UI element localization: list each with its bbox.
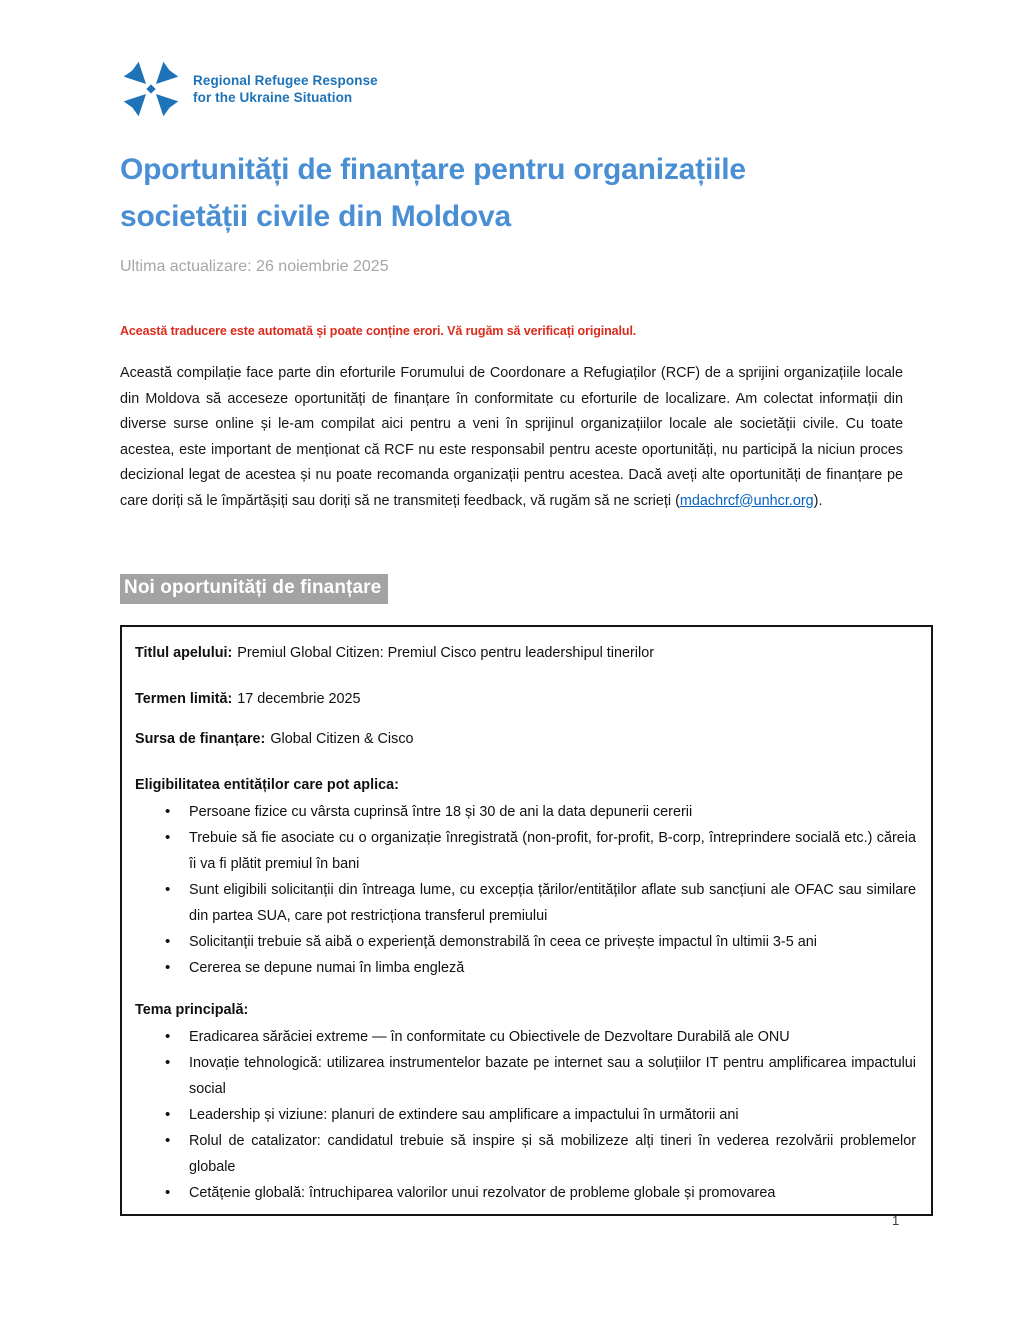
translation-warning: Această traducere este automată și poate conține erori. Vă rugăm să verificați originalul. (120, 324, 637, 338)
refugee-response-logo-icon (120, 58, 182, 120)
call-source-row (135, 726, 916, 752)
call-deadline-label: Termen limită: (135, 691, 233, 708)
eligibility-item: • Sunt eligibili solicitanții din întreaga lume, cu excepția țărilor/entităților aflate sub sancțiuni ale OFAC sau similare din partea SUA, care pot restricționa transferul premiului (162, 877, 916, 929)
theme-heading: Tema principală: (135, 1002, 249, 1019)
theme-item: • Eradicarea sărăciei extreme — în conformitate cu Obiectivele de Dezvoltare Durabilă ale ONU (162, 1024, 916, 1050)
call-title-label: Titlul apelului: (135, 645, 233, 662)
document-content (120, 58, 934, 1216)
section-header-new-opportunities: Noi oportunități de finanțare (120, 574, 388, 604)
call-source-label: Sursa de finanțare: (135, 731, 266, 748)
eligibility-item: • Cererea se depune numai în limba engleză (162, 955, 916, 981)
call-title-value: Premiul Global Citizen: Premiul Cisco pentru leadershipul tinerilor (237, 645, 654, 662)
eligibility-item: • Solicitanții trebuie să aibă o experiență demonstrabilă în ceea ce privește impactul în ultimii 3-5 ani (162, 929, 916, 955)
org-logo-line1: Regional Refugee Response (193, 73, 378, 88)
intro-text: Această compilație face parte din eforturile Forumului de Coordonare a Refugiaților (RCF) de a sprijini organizațiile locale din Moldova să acceseze oportunități de finanțare în conformitate cu eforturile de localizare. Am colectat informații din diverse surse online și le-am compilat aici pentru a veni în sprijinul organizațiilor locale ale societății civile. Cu toate acestea, este important de menționat că RCF nu este responsabil pentru aceste oportunități, nu participă la niciun proces decizional legat de acestea și nu poate recomanda organizații pentru acestea. Dacă aveți alte oportunități de finanțare pe care doriți să le împărtășiți sau doriți să ne transmiteți feedback, vă rugăm să ne scrieți ( (120, 365, 903, 509)
call-deadline-row (135, 686, 916, 712)
theme-item: • Inovație tehnologică: utilizarea instrumentelor bazate pe internet sau a soluțiilor IT pentru amplificarea impactului social (162, 1050, 916, 1102)
contact-email-link[interactable]: mdachrcf@unhcr.org (679, 492, 814, 509)
page-number: 1 (892, 1213, 900, 1228)
intro-text-end: ). (813, 492, 823, 509)
funding-call-box (120, 625, 933, 1216)
theme-item: • Rolul de catalizator: candidatul trebuie să inspire și să mobilizeze alți tineri în vederea rezolvării problemelor globale (162, 1128, 916, 1180)
intro-paragraph (120, 361, 903, 514)
eligibility-heading: Eligibilitatea entităților care pot aplica: (135, 777, 399, 794)
eligibility-item: • Trebuie să fie asociate cu o organizație înregistrată (non-profit, for-profit, B-corp, întreprindere socială etc.) căreia îi va fi plătit premiul în bani (162, 825, 916, 877)
eligibility-list (135, 799, 916, 981)
page-title: Oportunități de finanțare pentru organizațiile societății civile din Moldova (120, 153, 746, 233)
theme-item: • Leadership și viziune: planuri de extindere sau amplificare a impactului în următorii ani (162, 1102, 916, 1128)
call-source-value: Global Citizen & Cisco (270, 731, 414, 748)
theme-item: • Cetățenie globală: întruchiparea valorilor unui rezolvator de probleme globale și promovarea (162, 1180, 916, 1206)
org-logo (120, 58, 934, 120)
eligibility-item: • Persoane fizice cu vârsta cuprinsă între 18 și 30 de ani la data depunerii cererii (162, 799, 916, 825)
org-logo-text (193, 72, 378, 106)
call-title-row (135, 640, 916, 666)
org-logo-line2: for the Ukraine Situation (193, 90, 353, 105)
call-deadline-value: 17 decembrie 2025 (237, 691, 361, 708)
theme-list (135, 1024, 916, 1206)
last-updated-text: Ultima actualizare: 26 noiembrie 2025 (120, 258, 389, 275)
